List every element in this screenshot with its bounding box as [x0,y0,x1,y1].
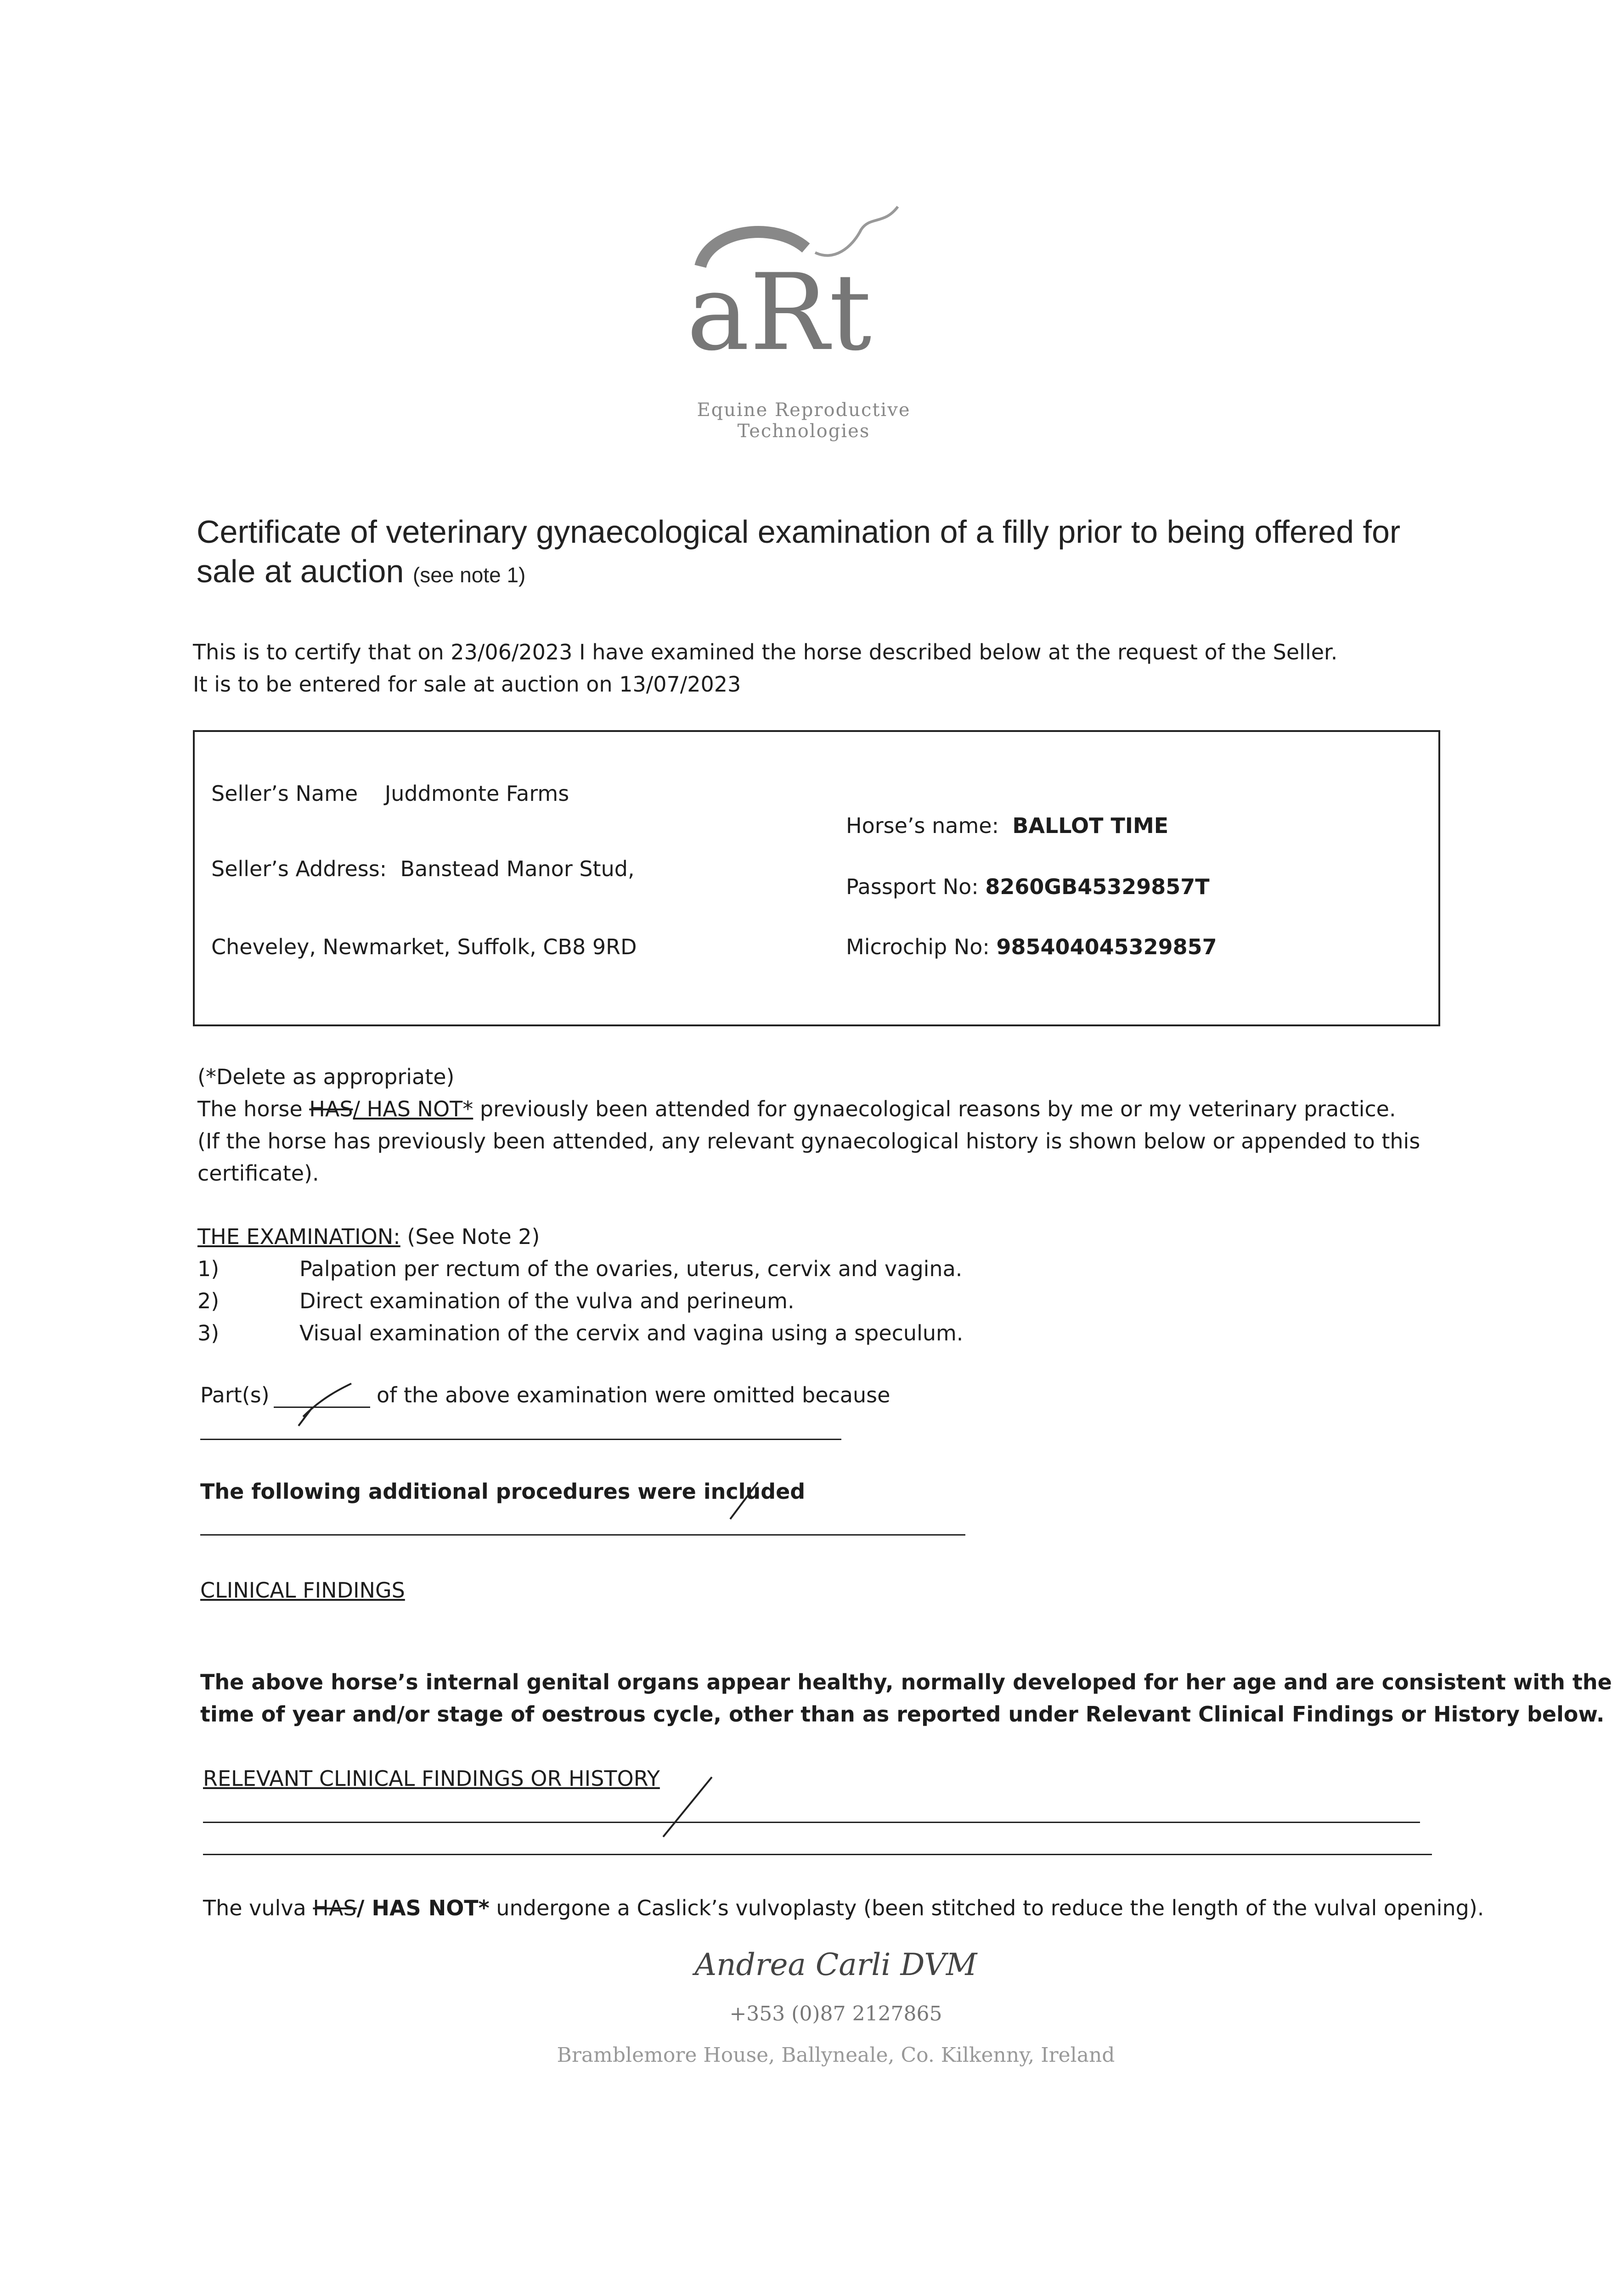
history-line-3: certificate). [197,1161,319,1186]
exam-step-num: 3) [197,1321,220,1345]
omitted-slash-mark [294,1380,358,1430]
relevant-slash-mark [657,1773,721,1841]
exam-step-text: Direct examination of the vulva and perineum. [299,1289,795,1313]
seller-name [211,777,569,810]
exam-step-num: 1) [197,1256,220,1281]
history-statement [197,1093,1396,1125]
title-note: see note 1 [420,563,519,587]
horse-name [846,810,1168,842]
vulva-statement [203,1892,1484,1924]
delete-note: (*Delete as appropriate) [197,1064,455,1089]
seller-address-value: Banstead Manor Stud, [400,856,635,881]
examination-heading [197,1221,540,1253]
exam-step-text: Visual examination of the cervix and vagina using a speculum. [299,1321,964,1345]
vet-address: Bramblemore House, Ballyneale, Co. Kilkenny, Ireland [557,2043,1115,2067]
exam-step-num: 2) [197,1289,220,1313]
seller-address [211,853,635,885]
vulva-start: The vulva [203,1896,306,1920]
additional-procedures-line [200,1534,965,1536]
history-start: The horse [197,1097,303,1121]
history-line-2: (If the horse has previously been attended, any relevant gynaecological history is shown below or appended to this [197,1129,1420,1154]
exam-step-text: Palpation per rectum of the ovaries, uterus, cervix and vagina. [299,1256,963,1281]
logo-tagline: Equine Reproductive Technologies [697,400,911,442]
title-note-open: ( [412,563,420,587]
microchip-label: Microchip No: [846,934,990,959]
examination-heading-label: THE EXAMINATION: [197,1224,400,1249]
history-has-not: / HAS NOT* [353,1097,473,1121]
logo-letters: aRt [687,252,872,374]
horse-name-value: BALLOT TIME [1012,813,1169,838]
passport-number [846,871,1210,903]
vet-phone: +353 (0)87 2127865 [729,2002,942,2026]
relevant-findings-heading: RELEVANT CLINICAL FINDINGS OR HISTORY [203,1766,660,1791]
history-has-struck: HAS [309,1097,353,1121]
seller-name-label: Seller’s Name [211,781,358,806]
vulva-end: undergone a Caslick’s vulvoplasty (been stitched to reduce the length of the vulval opening). [496,1896,1484,1920]
omitted-label: Part(s) [200,1383,270,1407]
title-note-close: ) [518,563,526,587]
additional-procedures: The following additional procedures were included [200,1479,806,1504]
additional-slash-mark [726,1478,767,1524]
findings-line-1: The above horse’s internal genital organs appear healthy, normally developed for her age and are consistent with the [200,1670,1612,1694]
vet-signature-name: Andrea Carli DVM [694,1947,977,1982]
clinical-findings-heading: CLINICAL FINDINGS [200,1578,405,1603]
seller-name-value: Juddmonte Farms [384,781,569,806]
relevant-findings-line-1 [203,1822,1420,1823]
passport-label: Passport No: [846,874,979,899]
omitted-reason-line [200,1439,841,1440]
examination-heading-note: (See Note 2) [407,1224,540,1249]
title-text: Certificate of veterinary gynaecological examination of a filly prior to being offered for sale at auction [197,514,1401,589]
history-end: previously been attended for gynaecological reasons by me or my veterinary practice. [479,1097,1396,1121]
passport-value: 8260GB45329857T [985,874,1210,899]
vulva-has-not: / HAS NOT* [356,1896,490,1920]
relevant-findings-line-2 [203,1854,1432,1855]
page-title [197,512,1455,595]
horse-name-label: Horse’s name: [846,813,999,838]
microchip-value: 985404045329857 [996,934,1217,959]
seller-address-label: Seller’s Address: [211,856,387,881]
findings-line-2: time of year and/or stage of oestrous cycle, other than as reported under Relevant Clinical Findings or History below. [200,1702,1605,1727]
intro-line-2: It is to be entered for sale at auction on 13/07/2023 [193,672,741,697]
vulva-has-struck: HAS [313,1896,357,1920]
intro-line-1: This is to certify that on 23/06/2023 I have examined the horse described below at the request of the Seller. [193,640,1338,664]
seller-address-line-2: Cheveley, Newmarket, Suffolk, CB8 9RD [211,934,637,959]
omitted-text: of the above examination were omitted because [377,1383,890,1407]
microchip-number [846,931,1217,963]
